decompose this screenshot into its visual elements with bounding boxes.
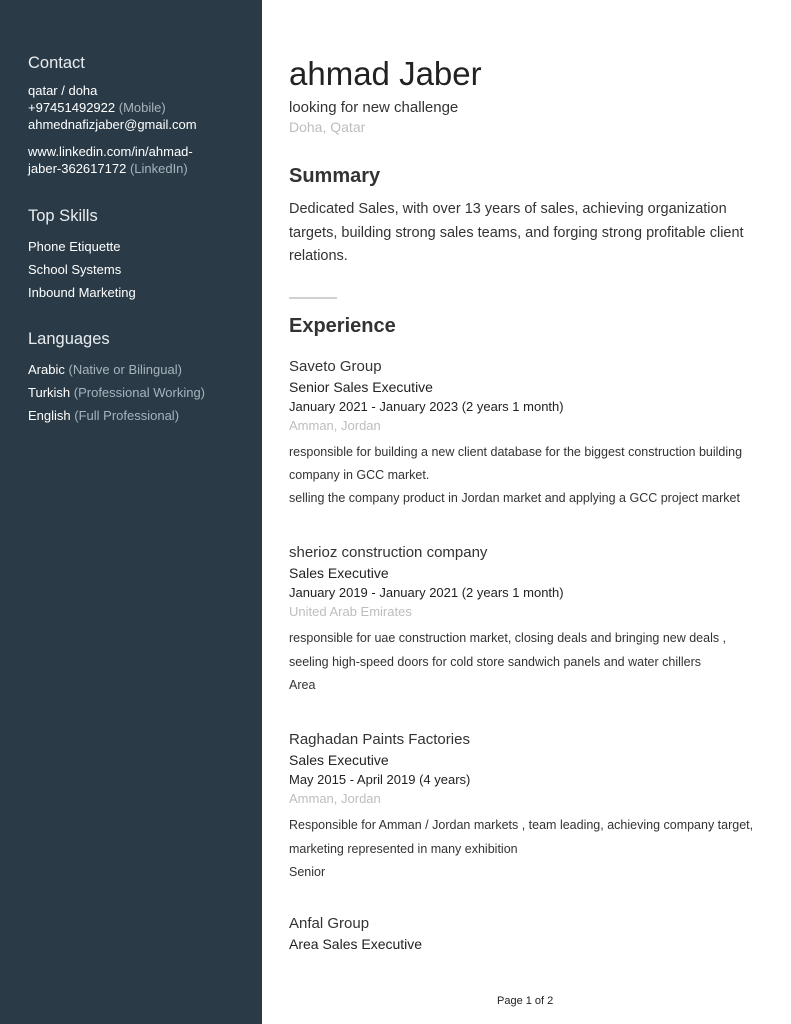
job-entry [289,543,769,697]
job-description-line: Senior [289,864,326,879]
section-divider [289,297,337,299]
skills-heading: Top Skills [28,207,98,225]
language-item [28,358,242,381]
job-role: Senior Sales Executive [289,378,433,395]
job-location: Amman, Jordan [289,791,381,807]
header-location: Doha, Qatar [289,119,366,135]
languages-section [28,330,242,427]
languages-heading: Languages [28,330,110,348]
contact-phone-label: (Mobile) [118,100,166,115]
language-item [28,404,242,427]
job-description [289,627,769,697]
contact-email[interactable]: ahmednafizjaber@gmail.com [28,117,197,132]
headline: looking for new challenge [289,99,459,116]
job-company: Anfal Group [289,915,370,933]
sidebar [0,0,262,1024]
job-location: United Arab Emirates [289,604,412,620]
job-company: Saveto Group [289,357,382,375]
contact-phone[interactable]: +97451492922 [28,100,116,115]
job-dates: May 2015 - April 2019 (4 years) [289,772,471,788]
contact-phone-line [28,99,242,116]
job-description-line: responsible for uae construction market, closing deals and bringing new deals , seeling high-speed doors for cold store sandwich panels and water chillers [289,631,727,669]
skill-item: Inbound Marketing [28,285,136,300]
job-description [289,441,769,511]
contact-location: qatar / doha [28,83,98,98]
job-location: Amman, Jordan [289,417,381,433]
job-role: Area Sales Executive [289,936,423,953]
language-level: (Full Professional) [74,408,180,423]
contact-linkedin-line1[interactable]: www.linkedin.com/in/ahmad- [28,144,193,159]
job-role: Sales Executive [289,565,389,582]
job-dates: January 2019 - January 2021 (2 years 1 month) [289,585,564,601]
job-description-line: responsible for building a new client database for the biggest construction building company in GCC market. [289,444,743,482]
job-entry [289,357,769,511]
main-content [289,54,769,954]
summary-heading: Summary [289,165,381,187]
contact-linkedin-url-end[interactable]: jaber-362617172 [28,161,127,176]
contact-section [28,54,242,177]
job-company: sherioz construction company [289,544,488,562]
language-name: Arabic [28,362,65,377]
job-description-line: Responsible for Amman / Jordan markets , team leading, achieving company target, marketing represented in many exhibition [289,818,754,856]
job-description-line: selling the company product in Jordan market and applying a GCC project market [289,491,740,506]
page-number: Page 1 of 2 [497,995,554,1007]
job-description [289,814,769,884]
job-description-line: Area [289,677,316,692]
job-company: Raghadan Paints Factories [289,731,470,749]
job-entry [289,730,769,884]
contact-heading: Contact [28,54,85,72]
job-entry [289,914,769,954]
contact-linkedin-line2 [28,160,242,177]
language-level: (Native or Bilingual) [68,362,182,377]
job-dates: January 2021 - January 2023 (2 years 1 month) [289,398,564,414]
candidate-name: ahmad Jaber [289,55,482,92]
language-name: Turkish [28,385,71,400]
experience-heading: Experience [289,314,396,337]
skill-item: School Systems [28,262,122,277]
language-name: English [28,408,71,423]
contact-linkedin-label: (LinkedIn) [129,161,188,176]
summary-text: Dedicated Sales, with over 13 years of sales, achieving organization targets, building strong sales teams, and forging strong profitable client relations. [289,201,744,264]
language-item [28,381,242,404]
job-role: Sales Executive [289,752,389,769]
language-level: (Professional Working) [73,385,206,400]
skills-section [28,207,242,304]
skill-item: Phone Etiquette [28,239,121,254]
